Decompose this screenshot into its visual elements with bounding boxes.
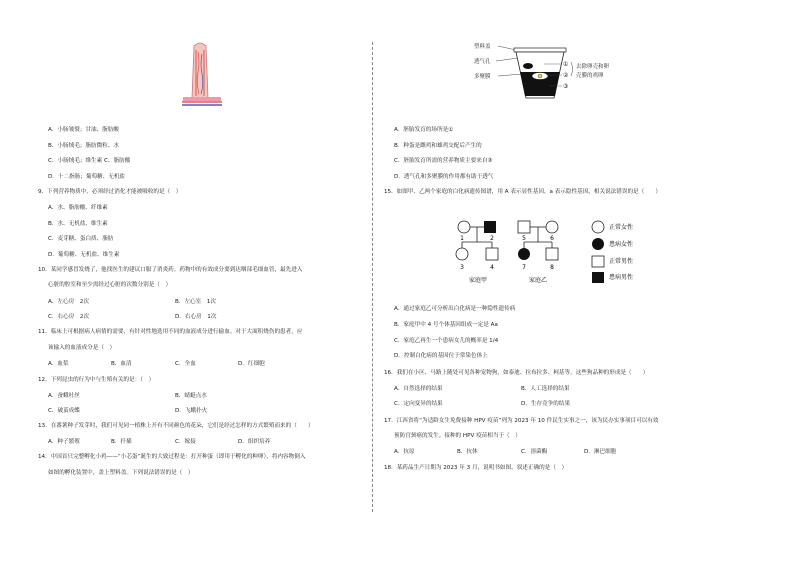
q17-option-c: C．溶菌酶 [521, 449, 548, 455]
fig-num-1: ① [563, 61, 569, 68]
villus-illustration [178, 42, 226, 112]
q14-option-d: D．透气孔和多聚膜的作用都有助于透气 [394, 174, 494, 180]
fig-label-egg-1: 去除卵壳和卵 [576, 64, 610, 70]
q15-option-a: A．通过家庭乙可分析出白化病是一种隐性遗传病 [394, 306, 516, 312]
pedigree-num-4: 4 [490, 264, 494, 271]
question-11-line2: 该输入的血液成分是（ ） [48, 345, 116, 351]
q13-option-a: A．种子繁殖 [48, 439, 80, 445]
q8-option-a: A．小肠皱襞；甘油、脂肪酸 [48, 127, 119, 133]
q11-option-b: B．血清 [111, 361, 132, 367]
q12-option-d: D．飞蛾扑火 [175, 408, 208, 414]
q17-option-a: A．抗原 [394, 449, 415, 455]
q16-option-a: A．自然选择的结果 [394, 386, 443, 392]
pedigree-person-1 [458, 221, 470, 233]
pedigree-person-7 [518, 248, 530, 260]
legend-normal-female: 正常女性 [609, 224, 634, 231]
q10-option-b: B．左心室 1次 [175, 299, 216, 305]
pedigree-num-2: 2 [490, 235, 494, 242]
pedigree-person-3 [456, 248, 468, 260]
pedigree-num-3: 3 [460, 264, 464, 271]
question-14-line2: 如图的孵化装置中，盖上塑料盖。下列说法错误的是（ ） [48, 470, 194, 476]
pedigree-family-2: 家庭乙 [528, 277, 548, 284]
q11-option-c: C．全血 [175, 361, 196, 367]
pedigree-person-6 [546, 221, 558, 233]
pedigree-chart [448, 216, 688, 288]
fig-label-egg-2: 壳膜的鸡卵 [576, 73, 604, 79]
question-9: 9．下列营养物质中，必须经过消化才能被吸收的是（ ） [38, 189, 182, 195]
question-12: 12．下列昆虫的行为中与生殖有关的是：（ ） [38, 377, 155, 383]
pedigree-person-4 [486, 248, 498, 260]
q14-option-c: C．胚胎发育所需的营养物质主要来自③ [394, 158, 493, 164]
pedigree-num-1: 1 [460, 235, 464, 242]
legend-affected-female: 患病女性 [609, 241, 634, 248]
q15-option-c: C．家庭乙再生一个患病女儿的概率是 1/4 [394, 338, 499, 344]
q8-option-c: C．小肠绒毛；维生素 C、脂肪酸 [48, 158, 131, 164]
incubator-figure [470, 36, 630, 106]
legend-affected-female-icon [592, 238, 604, 250]
legend-affected-male-icon [592, 272, 604, 283]
q14-option-b: B．种蛋是雌鸡和雄鸡交配后产生的 [394, 143, 482, 149]
q16-option-d: D．生存竞争的结果 [521, 401, 571, 407]
pedigree-person-5 [518, 221, 530, 233]
question-15: 15．如图甲、乙两个家庭的白化病遗传图谱，用 A 表示显性基因，a 表示隐性基因，相关说法错误的是（ ） [384, 189, 662, 195]
q8-option-b: B．小肠绒毛；脂肪微粒、水 [48, 143, 119, 149]
q10-option-d: D．右心房 1次 [175, 314, 217, 320]
legend-affected-male: 患病男性 [609, 274, 634, 281]
q12-option-b: B．蜻蜓点水 [175, 393, 207, 399]
pedigree-num-7: 7 [522, 264, 526, 271]
fig-label-vent: 透气孔 [474, 59, 491, 65]
pedigree-person-2 [484, 221, 496, 233]
q17-option-b: B．抗体 [457, 449, 478, 455]
q15-option-b: B．家庭甲中 4 号个体基因组成一定是 Aa [394, 322, 498, 328]
fig-num-3: ③ [563, 83, 569, 90]
question-10-line1: 10．某同学感冒发烧了，他找医生的建议口服了消炎药。药物中的有效成分要到达咽部毛细血管，最先进入 [38, 267, 303, 273]
q9-option-d: D．葡萄糖、无机盐、维生素 [48, 252, 120, 258]
q16-option-b: B．人工选择的结果 [521, 386, 570, 392]
q16-option-c: C．定向变异的结果 [394, 401, 443, 407]
column-divider [372, 42, 373, 512]
question-16: 16．我们在小区、马路上随处可见各种宠物狗，如泰迪、拉布拉多、柯基等，这些狗品种的形成是（ ） [384, 370, 649, 376]
q14-option-a: A．胚胎发育的场所是① [394, 127, 454, 133]
q13-option-d: D．组织培养 [238, 439, 271, 445]
q12-option-a: A．蚕蛾吐丝 [48, 393, 80, 399]
q10-option-a: A．左心房 2次 [48, 299, 89, 305]
pedigree-num-6: 6 [550, 235, 554, 242]
pedigree-num-8: 8 [550, 264, 554, 271]
pedigree-family-1: 家庭甲 [468, 277, 488, 284]
question-10-line2: 心脏的腔室和至少需经过心脏的次数分别是（ ） [48, 282, 172, 288]
q8-option-d: D．十二指肠；葡萄糖、无机盐 [48, 174, 126, 180]
question-11-line1: 11．临床上可根据病人病情的需要，有针对性地选用不同的血液成分进行输血。对于大面积烧伤的患者，应 [38, 329, 303, 335]
q11-option-a: A．血浆 [48, 361, 69, 367]
legend-normal-female-icon [592, 221, 604, 233]
fig-label-film: 多聚膜 [474, 74, 491, 80]
legend-normal-male: 正常男性 [609, 258, 634, 265]
q9-option-b: B．水、无机盐、维生素 [48, 221, 108, 227]
q12-option-c: C．破茧成蝶 [48, 408, 80, 414]
question-17-line2: 预防宫颈癌的发生。接种的 HPV 疫苗相当于（ ） [394, 433, 521, 439]
legend-normal-male-icon [592, 256, 604, 267]
q11-option-d: D．红细胞 [238, 361, 265, 367]
pedigree-num-5: 5 [522, 235, 526, 242]
q15-option-d: D．控制白化病的基因位于常染色体上 [394, 353, 488, 359]
q13-option-c: C．嫁接 [175, 439, 196, 445]
q9-option-a: A．水、脂肪酸、纤维素 [48, 205, 108, 211]
question-13: 13．在番薯种子发芽时，我们可见同一植株上开有不同颜色的花朵，它们是经过怎样的方式繁殖而来的（ ） [38, 423, 314, 429]
q13-option-b: B．扦插 [111, 439, 132, 445]
q17-option-d: D．淋巴细胞 [584, 449, 617, 455]
fig-num-2: ② [563, 72, 569, 79]
pedigree-person-8 [546, 248, 558, 260]
question-17-line1: 17．江西省将“为适龄女生免费接种 HPV 疫苗”列为 2023 年 10 件民生实事之一，该为民办实事项目可以有效 [384, 418, 659, 424]
fig-label-lid: 塑料盖 [474, 44, 491, 50]
q9-option-c: C．麦芽糖、蛋白质、脂肪 [48, 236, 114, 242]
q10-option-c: C．右心房 2次 [48, 314, 90, 320]
question-18: 18．某药品生产日期为 2023 年 3 月，说明书如图，叙述正确的是（ ） [384, 465, 568, 471]
question-14-line1: 14．中国首只完整孵化小鸡——“小芯蛋”诞生的大致过程是：打开种蛋（即用于孵化的种卵），将内容物倒入 [38, 454, 306, 460]
